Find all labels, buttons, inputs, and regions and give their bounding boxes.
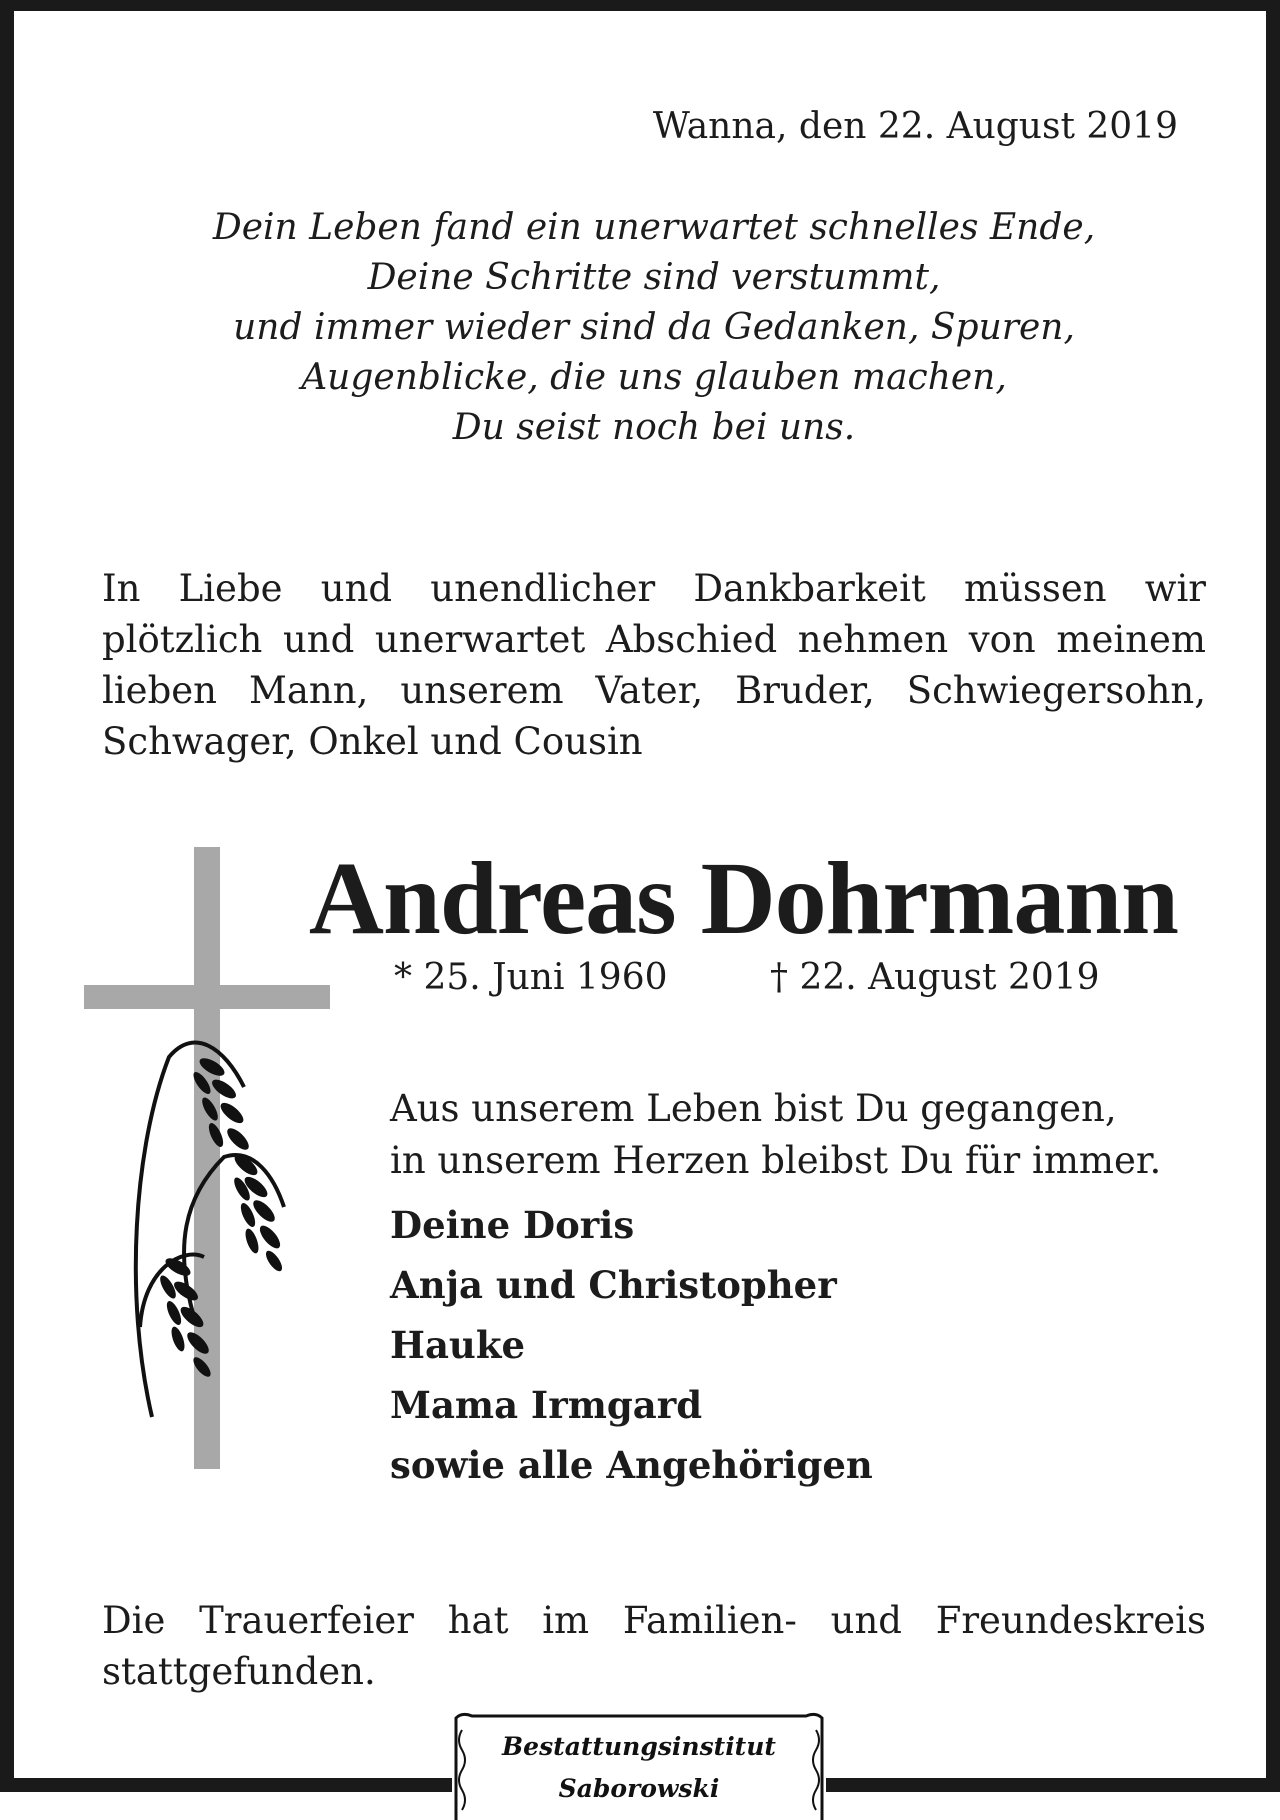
intro-line: plötzlich und unerwartet Abschied nehmen von meinem bbox=[102, 618, 1206, 661]
cross-icon bbox=[74, 847, 334, 1477]
mourners-list bbox=[390, 1195, 873, 1495]
funeral-home-line1: Bestattungsinstitut bbox=[502, 1732, 776, 1761]
birth-date: * 25. Juni 1960 bbox=[394, 957, 668, 998]
poem-line: Augenblicke, die uns glauben machen, bbox=[301, 357, 1007, 398]
mourner-name: Deine Doris bbox=[390, 1203, 635, 1247]
verse-line: in unserem Herzen bleibst Du für immer. bbox=[390, 1139, 1162, 1182]
deceased-name: Andreas Dohrmann bbox=[308, 841, 1178, 956]
poem-line: Deine Schritte sind verstummt, bbox=[367, 257, 941, 298]
intro-line: In Liebe und unendlicher Dankbarkeit müssen wir bbox=[102, 567, 1206, 610]
ceremony-line: Die Trauerfeier hat im Familien- und Freundeskreis bbox=[102, 1599, 1206, 1642]
intro-line: lieben Mann, unserem Vater, Bruder, Schwiegersohn, bbox=[102, 669, 1206, 712]
ceremony-note bbox=[102, 1595, 1206, 1697]
poem-line: und immer wieder sind da Gedanken, Spuren, bbox=[233, 307, 1075, 348]
mourner-name: Hauke bbox=[390, 1323, 526, 1367]
mourner-name: Mama Irmgard bbox=[390, 1383, 703, 1427]
mourner-name: sowie alle Angehörigen bbox=[390, 1443, 873, 1487]
place-and-date: Wanna, den 22. August 2019 bbox=[652, 106, 1178, 147]
funeral-home-line2: Saborowski bbox=[558, 1774, 720, 1803]
logo-frame bbox=[452, 1710, 826, 1820]
funeral-home-logo bbox=[452, 1710, 826, 1820]
death-date: † 22. August 2019 bbox=[770, 957, 1100, 998]
verse-line: Aus unserem Leben bist Du gegangen, bbox=[390, 1087, 1117, 1130]
intro-paragraph bbox=[102, 563, 1206, 767]
farewell-verse bbox=[390, 1083, 1161, 1187]
mourner-name: Anja und Christopher bbox=[390, 1263, 837, 1307]
poem-line: Dein Leben fand ein unerwartet schnelles Ende, bbox=[212, 207, 1096, 248]
poem-line: Du seist noch bei uns. bbox=[452, 407, 856, 448]
intro-line: Schwager, Onkel und Cousin bbox=[102, 720, 643, 763]
poem bbox=[102, 203, 1206, 453]
ceremony-line: stattgefunden. bbox=[102, 1650, 376, 1693]
